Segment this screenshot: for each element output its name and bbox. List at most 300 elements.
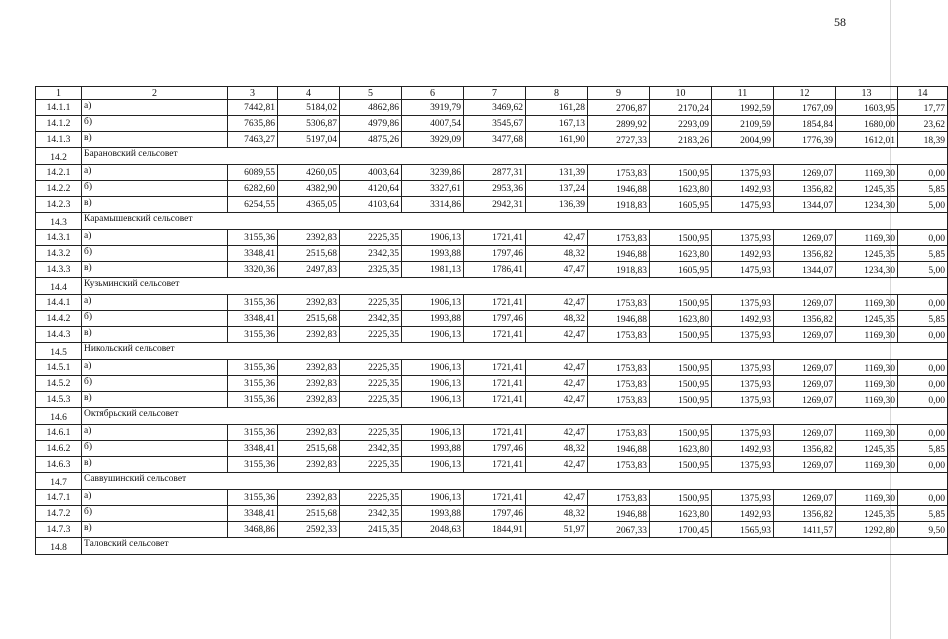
section-title: Кузьминский сельсовет [82,278,948,295]
value-cell: 4979,86 [340,116,402,132]
value-cell: 1375,93 [712,165,774,181]
table-row [36,522,948,538]
value-cell: 4365,05 [278,197,340,213]
value-cell: 1245,35 [836,311,898,327]
value-cell: 3545,67 [464,116,526,132]
value-cell: 4120,64 [340,181,402,197]
value-cell: 137,24 [526,181,588,197]
column-number-cell: 12 [774,87,836,100]
column-number-cell: 2 [82,87,228,100]
section-code: 14.7 [36,473,82,490]
column-number-cell: 14 [898,87,948,100]
value-cell: 2515,68 [278,506,340,522]
value-cell: 7635,86 [228,116,278,132]
value-cell: 2109,59 [712,116,774,132]
value-cell: 42,47 [526,295,588,311]
value-cell: 1993,88 [402,441,464,457]
column-number-cell: 7 [464,87,526,100]
row-option-label: а) [82,295,228,311]
value-cell: 1356,82 [774,441,836,457]
value-cell: 1605,95 [650,197,712,213]
value-cell: 1797,46 [464,311,526,327]
row-code: 14.3.1 [36,230,82,246]
value-cell: 1906,13 [402,295,464,311]
value-cell: 1753,83 [588,490,650,506]
value-cell: 1169,30 [836,165,898,181]
value-cell: 1492,93 [712,181,774,197]
value-cell: 0,00 [898,295,948,311]
value-cell: 1234,30 [836,197,898,213]
column-number-cell: 9 [588,87,650,100]
column-number-row [36,87,948,100]
value-cell: 3348,41 [228,311,278,327]
value-cell: 1753,83 [588,360,650,376]
row-option-label: а) [82,360,228,376]
value-cell: 1721,41 [464,230,526,246]
value-cell: 42,47 [526,392,588,408]
value-cell: 1344,07 [774,262,836,278]
value-cell: 0,00 [898,327,948,343]
value-cell: 1375,93 [712,230,774,246]
value-cell: 0,00 [898,457,948,473]
value-cell: 3155,36 [228,360,278,376]
value-cell: 1605,95 [650,262,712,278]
value-cell: 1475,93 [712,197,774,213]
value-cell: 1169,30 [836,327,898,343]
value-cell: 136,39 [526,197,588,213]
value-cell: 1753,83 [588,392,650,408]
value-cell: 1356,82 [774,311,836,327]
section-row [36,538,948,555]
value-cell: 1753,83 [588,165,650,181]
row-option-label: а) [82,100,228,116]
row-option-label: б) [82,311,228,327]
value-cell: 1269,07 [774,457,836,473]
section-row [36,148,948,165]
value-cell: 2342,35 [340,246,402,262]
value-cell: 3155,36 [228,295,278,311]
row-option-label: а) [82,425,228,441]
table-row [36,262,948,278]
value-cell: 1375,93 [712,490,774,506]
section-row [36,213,948,230]
table-row [36,376,948,392]
value-cell: 1245,35 [836,441,898,457]
value-cell: 2225,35 [340,230,402,246]
value-cell: 1356,82 [774,246,836,262]
value-cell: 5,85 [898,311,948,327]
value-cell: 2392,83 [278,457,340,473]
value-cell: 2225,35 [340,295,402,311]
row-code: 14.5.3 [36,392,82,408]
value-cell: 1500,95 [650,295,712,311]
value-cell: 1993,88 [402,246,464,262]
column-number-cell: 11 [712,87,774,100]
row-option-label: в) [82,522,228,538]
value-cell: 1169,30 [836,295,898,311]
value-cell: 1565,93 [712,522,774,538]
row-code: 14.1.2 [36,116,82,132]
value-cell: 1411,57 [774,522,836,538]
value-cell: 1269,07 [774,392,836,408]
value-cell: 1906,13 [402,490,464,506]
value-cell: 42,47 [526,230,588,246]
value-cell: 167,13 [526,116,588,132]
table-row [36,165,948,181]
value-cell: 1500,95 [650,327,712,343]
value-cell: 1269,07 [774,490,836,506]
value-cell: 131,39 [526,165,588,181]
value-cell: 1906,13 [402,230,464,246]
table-row [36,100,948,116]
page-number: 58 [834,15,846,29]
value-cell: 9,50 [898,522,948,538]
table-row [36,311,948,327]
value-cell: 1169,30 [836,425,898,441]
table-row [36,457,948,473]
value-cell: 1245,35 [836,246,898,262]
row-code: 14.2.2 [36,181,82,197]
value-cell: 3348,41 [228,506,278,522]
value-cell: 1492,93 [712,441,774,457]
value-cell: 2048,63 [402,522,464,538]
value-cell: 5,85 [898,181,948,197]
value-cell: 2706,87 [588,100,650,116]
value-cell: 161,90 [526,132,588,148]
value-cell: 2225,35 [340,457,402,473]
value-cell: 0,00 [898,425,948,441]
value-cell: 1906,13 [402,376,464,392]
row-option-label: а) [82,230,228,246]
value-cell: 5184,02 [278,100,340,116]
value-cell: 2225,35 [340,392,402,408]
value-cell: 1500,95 [650,360,712,376]
value-cell: 1797,46 [464,506,526,522]
value-cell: 2899,92 [588,116,650,132]
value-cell: 1797,46 [464,441,526,457]
value-cell: 1500,95 [650,425,712,441]
value-cell: 1169,30 [836,230,898,246]
value-cell: 1623,80 [650,181,712,197]
value-cell: 1169,30 [836,457,898,473]
value-cell: 1375,93 [712,392,774,408]
value-cell: 2342,35 [340,506,402,522]
value-cell: 1993,88 [402,311,464,327]
value-cell: 2067,33 [588,522,650,538]
value-cell: 2392,83 [278,425,340,441]
value-cell: 1700,45 [650,522,712,538]
value-cell: 2942,31 [464,197,526,213]
value-cell: 2497,83 [278,262,340,278]
value-cell: 1475,93 [712,262,774,278]
table-row [36,327,948,343]
value-cell: 42,47 [526,327,588,343]
value-cell: 2325,35 [340,262,402,278]
value-cell: 4862,86 [340,100,402,116]
value-cell: 1767,09 [774,100,836,116]
value-cell: 1375,93 [712,425,774,441]
value-cell: 1603,95 [836,100,898,116]
value-cell: 1918,83 [588,197,650,213]
value-cell: 1269,07 [774,230,836,246]
value-cell: 1906,13 [402,425,464,441]
value-cell: 5,85 [898,246,948,262]
value-cell: 1356,82 [774,506,836,522]
value-cell: 2392,83 [278,327,340,343]
column-number-cell: 10 [650,87,712,100]
value-cell: 2415,35 [340,522,402,538]
value-cell: 2392,83 [278,392,340,408]
row-code: 14.2.3 [36,197,82,213]
value-cell: 1500,95 [650,490,712,506]
row-option-label: в) [82,197,228,213]
value-cell: 2170,24 [650,100,712,116]
value-cell: 5197,04 [278,132,340,148]
value-cell: 1721,41 [464,425,526,441]
value-cell: 3348,41 [228,246,278,262]
row-code: 14.4.3 [36,327,82,343]
value-cell: 1906,13 [402,392,464,408]
value-cell: 1753,83 [588,295,650,311]
value-cell: 0,00 [898,165,948,181]
section-title: Таловский сельсовет [82,538,948,555]
value-cell: 48,32 [526,246,588,262]
value-cell: 1500,95 [650,165,712,181]
section-title: Саввушинский сельсовет [82,473,948,490]
table-row [36,197,948,213]
value-cell: 1500,95 [650,457,712,473]
value-cell: 1946,88 [588,181,650,197]
section-code: 14.5 [36,343,82,360]
section-code: 14.8 [36,538,82,555]
value-cell: 1234,30 [836,262,898,278]
value-cell: 4875,26 [340,132,402,148]
row-code: 14.4.2 [36,311,82,327]
value-cell: 2953,36 [464,181,526,197]
value-cell: 1623,80 [650,311,712,327]
value-cell: 1169,30 [836,392,898,408]
value-cell: 3239,86 [402,165,464,181]
table-row [36,441,948,457]
value-cell: 0,00 [898,490,948,506]
section-code: 14.6 [36,408,82,425]
table-body [36,87,948,555]
value-cell: 1721,41 [464,360,526,376]
value-cell: 48,32 [526,441,588,457]
value-cell: 1776,39 [774,132,836,148]
value-cell: 1375,93 [712,327,774,343]
value-cell: 1721,41 [464,376,526,392]
row-option-label: б) [82,376,228,392]
value-cell: 2515,68 [278,311,340,327]
value-cell: 23,62 [898,116,948,132]
value-cell: 1981,13 [402,262,464,278]
value-cell: 2392,83 [278,376,340,392]
row-option-label: б) [82,246,228,262]
value-cell: 1612,01 [836,132,898,148]
value-cell: 1844,91 [464,522,526,538]
value-cell: 1269,07 [774,425,836,441]
row-code: 14.2.1 [36,165,82,181]
value-cell: 2515,68 [278,246,340,262]
value-cell: 4007,54 [402,116,464,132]
section-title: Октябрьский сельсовет [82,408,948,425]
value-cell: 2392,83 [278,230,340,246]
value-cell: 3929,09 [402,132,464,148]
value-cell: 2392,83 [278,295,340,311]
section-code: 14.2 [36,148,82,165]
table-row [36,246,948,262]
value-cell: 1269,07 [774,360,836,376]
value-cell: 1918,83 [588,262,650,278]
value-cell: 5,00 [898,197,948,213]
value-cell: 1992,59 [712,100,774,116]
value-cell: 4260,05 [278,165,340,181]
value-cell: 42,47 [526,376,588,392]
value-cell: 1721,41 [464,295,526,311]
table-row [36,181,948,197]
row-code: 14.4.1 [36,295,82,311]
value-cell: 1623,80 [650,441,712,457]
value-cell: 6089,55 [228,165,278,181]
value-cell: 1623,80 [650,506,712,522]
value-cell: 1946,88 [588,506,650,522]
section-title: Барановский сельсовет [82,148,948,165]
value-cell: 1492,93 [712,506,774,522]
table-row [36,132,948,148]
value-cell: 1721,41 [464,327,526,343]
value-cell: 1269,07 [774,376,836,392]
value-cell: 1854,84 [774,116,836,132]
value-cell: 1721,41 [464,392,526,408]
value-cell: 2515,68 [278,441,340,457]
row-code: 14.3.3 [36,262,82,278]
value-cell: 0,00 [898,360,948,376]
value-cell: 3327,61 [402,181,464,197]
value-cell: 1680,00 [836,116,898,132]
row-code: 14.5.2 [36,376,82,392]
value-cell: 3155,36 [228,490,278,506]
row-code: 14.1.3 [36,132,82,148]
data-table [35,86,948,555]
value-cell: 6254,55 [228,197,278,213]
section-title: Карамышевский сельсовет [82,213,948,230]
value-cell: 42,47 [526,425,588,441]
value-cell: 1356,82 [774,181,836,197]
column-number-cell: 1 [36,87,82,100]
value-cell: 0,00 [898,376,948,392]
value-cell: 2392,83 [278,360,340,376]
value-cell: 1269,07 [774,327,836,343]
row-code: 14.6.1 [36,425,82,441]
section-row [36,473,948,490]
table-row [36,295,948,311]
value-cell: 6282,60 [228,181,278,197]
value-cell: 1993,88 [402,506,464,522]
table-row [36,230,948,246]
value-cell: 1169,30 [836,376,898,392]
value-cell: 1753,83 [588,425,650,441]
value-cell: 1492,93 [712,311,774,327]
section-row [36,408,948,425]
row-code: 14.6.2 [36,441,82,457]
value-cell: 2342,35 [340,311,402,327]
value-cell: 3477,68 [464,132,526,148]
value-cell: 1500,95 [650,230,712,246]
value-cell: 1906,13 [402,327,464,343]
value-cell: 2877,31 [464,165,526,181]
value-cell: 5306,87 [278,116,340,132]
value-cell: 3348,41 [228,441,278,457]
value-cell: 1169,30 [836,490,898,506]
value-cell: 2225,35 [340,360,402,376]
value-cell: 1292,80 [836,522,898,538]
value-cell: 1375,93 [712,376,774,392]
value-cell: 7463,27 [228,132,278,148]
value-cell: 1721,41 [464,457,526,473]
value-cell: 3919,79 [402,100,464,116]
value-cell: 3320,36 [228,262,278,278]
section-row [36,343,948,360]
value-cell: 17,77 [898,100,948,116]
row-code: 14.7.1 [36,490,82,506]
column-number-cell: 3 [228,87,278,100]
value-cell: 1786,41 [464,262,526,278]
value-cell: 42,47 [526,490,588,506]
row-option-label: б) [82,506,228,522]
value-cell: 5,00 [898,262,948,278]
value-cell: 1375,93 [712,360,774,376]
column-number-cell: 13 [836,87,898,100]
value-cell: 3155,36 [228,392,278,408]
row-code: 14.7.3 [36,522,82,538]
value-cell: 1753,83 [588,230,650,246]
table-row [36,425,948,441]
value-cell: 3155,36 [228,230,278,246]
row-option-label: в) [82,262,228,278]
row-code: 14.7.2 [36,506,82,522]
value-cell: 2225,35 [340,376,402,392]
section-row [36,278,948,295]
row-option-label: а) [82,490,228,506]
value-cell: 1946,88 [588,441,650,457]
value-cell: 1500,95 [650,376,712,392]
table-row [36,490,948,506]
value-cell: 3314,86 [402,197,464,213]
value-cell: 0,00 [898,392,948,408]
value-cell: 2392,83 [278,490,340,506]
section-code: 14.4 [36,278,82,295]
value-cell: 2225,35 [340,327,402,343]
value-cell: 1375,93 [712,295,774,311]
value-cell: 161,28 [526,100,588,116]
table-row [36,360,948,376]
value-cell: 2004,99 [712,132,774,148]
value-cell: 1245,35 [836,506,898,522]
value-cell: 42,47 [526,360,588,376]
section-code: 14.3 [36,213,82,230]
value-cell: 18,39 [898,132,948,148]
value-cell: 3155,36 [228,327,278,343]
value-cell: 2342,35 [340,441,402,457]
row-option-label: б) [82,181,228,197]
value-cell: 5,85 [898,441,948,457]
row-option-label: а) [82,165,228,181]
value-cell: 2183,26 [650,132,712,148]
value-cell: 1946,88 [588,311,650,327]
value-cell: 1269,07 [774,295,836,311]
value-cell: 3155,36 [228,457,278,473]
